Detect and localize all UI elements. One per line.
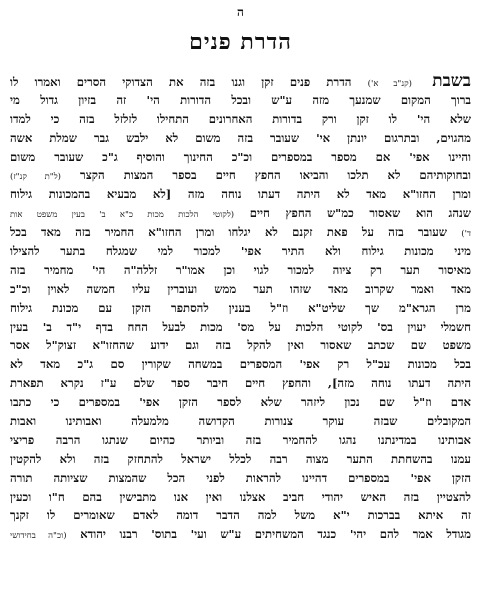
text-line: מרן הגרא"מ שך שליט"א וז"ל בענין להסתפר הזקן עם מכונת גילוח [10, 300, 471, 315]
text-line: והיינו אפי' אם מספר במספרים וכ"כ החינוך והוסיף ג"כ שעובר משום [10, 149, 471, 164]
text-line: מאיסור תער רק ציוה למכור לגוי וכן אמו"ר זללה"ה הי' מחמיר בזה [10, 262, 471, 277]
line-text: ובחוקותיהם לא תלכו והביאו החפץ חיים בספר המצות הקצר [80, 168, 471, 183]
source-ref: (וכ"ה בחידושי [10, 531, 67, 542]
source-ref: (קנ"ב א') [367, 79, 412, 89]
text-line: שלא הי' לו זקן ורק בדורות האחרונים התחילו לזלזל בזה כי למדו [10, 111, 471, 126]
line-text: מגודל אמר להם יהי' כנגד המשחיתים ע"ש ועי' בתוס' רבנו יהודא [80, 527, 471, 542]
text-line [10, 72, 471, 91]
text-line: ומרן החזו"א מאד לא היתה דעתו נוחה מזה [לא מבעיא בהמכונות גילוח [10, 187, 471, 202]
text-line: היתה דעתו נוחה מזה], והחפץ חיים חיבר ספר שלם ע"ז נקרא תפארת [10, 376, 471, 391]
text-line: אדם וז"ל שם נכון ליזהר שלא לספר הזקן אפי' במספרים כי כתבו [10, 395, 471, 410]
text-line [10, 166, 471, 185]
text-line [10, 525, 471, 544]
text-line: בכל מכונות עכ"ל רק אפי' המספרים במשחה שקורין סם ג"כ מאד לא [10, 357, 471, 372]
source-ref: (ל"ת קנ"ז) [10, 172, 61, 183]
text-line: משפט שם שכתב שאסור ואין להקל בזה וגם ידוע שהחזו"א זצוק"ל אסר [10, 338, 471, 353]
text-line: מאד ואמר שקרוב מאד שזהו תער ממש ועוברין עליו חמשה לאוין וכ"כ [10, 281, 471, 296]
lead-word: בשבת [432, 72, 471, 91]
text-line: המקובלים שבזה עוקר צנורות הקדושה מלמעלה ואבותינו ואבות [10, 414, 471, 429]
text-line: חשמלי יעוין בס' לקוטי הלכות על מס' מכות לבעל החח בדף י"ד ב' בעין [10, 319, 471, 334]
line-text: שנהג הוא שאסור כמ"ש החפץ חיים [249, 206, 471, 221]
text-line [10, 223, 471, 242]
text-line: זה איתא בברכות י"א משל למה הדבר דומה לאדם שאומרים לו זקנך [10, 508, 471, 523]
chapter-title: הדרת פנים [189, 29, 292, 55]
text-line: להצטיין בזה האיש יהודי חביב אצלנו ואין אנו מתבישין בהם ח"ו וכעין [10, 489, 471, 504]
line-text: שעובר בזה על פאת זקנם לא יגלחו ומרן החזו"א החמיר בזה מאד בכל [10, 225, 447, 240]
source-ref: ד') [461, 229, 471, 240]
line-text: הדרת פנים זקן וגנו בזה את הצדוקי הסרים ואמרו לו [10, 75, 352, 89]
text-line: מיני מכונות גילוח ולא התיר אפי' למכור למי שמגלח בתער להצילו [10, 244, 471, 259]
text-line: עמנו בהשחתת התער מצוה רבה לכלל ישראל להתחזק בזה ולא להקטין [10, 451, 471, 466]
text-line: אבותינו במדינתנו נהגו להחמיר בזה וביותר כהיום שנתגו הרבה פריצי [10, 432, 471, 447]
text-line: ברוך המקום שמנעך מזה ע"ש ובכל הדורות הי' זה בזיון גדול מי [10, 92, 471, 107]
text-line: הזקן אפי' במספרים דהיינו להראות לפני הכל שהמצות שציותה תורה [10, 470, 471, 485]
text-line: מהגוים, ובתרגום יונתן אי' שעובר בזה משום לא ילבש גבר שמלת אשה [10, 130, 471, 145]
source-ref: (לקוטי הלכות מכות כ"א ב' בעין משפט אות [10, 210, 235, 221]
text-line [10, 204, 471, 223]
body-text [10, 72, 471, 544]
page-number: ה [237, 5, 244, 19]
